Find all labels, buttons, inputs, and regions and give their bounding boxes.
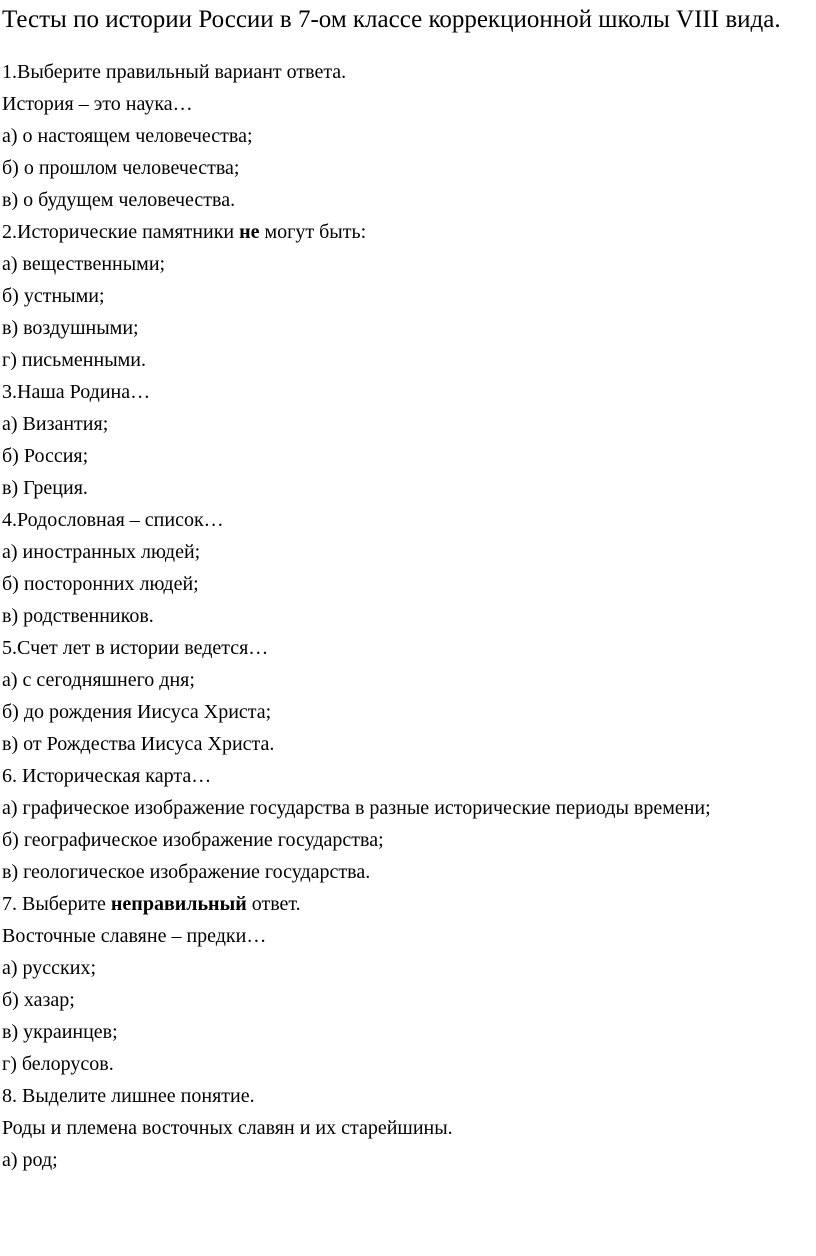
document-line: а) графическое изображение государства в разные исторические периоды времени; (2, 797, 711, 819)
document-line: в) геологическое изображение государства. (2, 861, 371, 883)
document-line: а) с сегодняшнего дня; (2, 669, 195, 691)
document-line: а) о настоящем человечества; (2, 125, 253, 147)
document-line: б) хазар; (2, 989, 75, 1011)
document-line: а) иностранных людей; (2, 541, 201, 563)
document-line: а) русских; (2, 957, 97, 979)
document-line: г) белорусов. (2, 1053, 114, 1075)
line-text: 7. Выберите (2, 893, 111, 915)
document-line: в) от Рождества Иисуса Христа. (2, 733, 275, 755)
document-line: в) родственников. (2, 605, 154, 627)
document-line: История – это наука… (2, 93, 193, 115)
document-line: 5.Счет лет в истории ведется… (2, 637, 269, 659)
document-line: г) письменными. (2, 349, 147, 371)
document-line: 4.Родословная – список… (2, 509, 224, 531)
document-line: б) о прошлом человечества; (2, 157, 240, 179)
document-line: 3.Наша Родина… (2, 381, 151, 403)
document-line: б) Россия; (2, 445, 89, 467)
line-text: 2.Исторические памятники (2, 221, 240, 243)
line-text: ответ. (246, 893, 301, 915)
document-line: б) посторонних людей; (2, 573, 199, 595)
line-text: могут быть: (259, 221, 367, 243)
document-line: в) воздушными; (2, 317, 139, 339)
document-line: 8. Выделите лишнее понятие. (2, 1085, 255, 1107)
document-line: в) о будущем человечества. (2, 189, 236, 211)
document-line: б) устными; (2, 285, 105, 307)
document-line: б) до рождения Иисуса Христа; (2, 701, 272, 723)
document-line: а) род; (2, 1149, 58, 1171)
document-line: в) Греция. (2, 477, 88, 499)
document-line: Восточные славяне – предки… (2, 925, 267, 947)
emphasized-word: неправильный (110, 893, 247, 915)
document-line (2, 888, 796, 920)
document-line: Роды и племена восточных славян и их старейшины. (2, 1117, 453, 1139)
document-line: в) украинцев; (2, 1021, 118, 1043)
document-line: 1.Выберите правильный вариант ответа. (2, 61, 347, 83)
document-line: а) вещественными; (2, 253, 166, 275)
document-line: б) географическое изображение государства; (2, 829, 384, 851)
page-title: Тесты по истории России в 7-ом классе коррекционной школы VIII вида. (2, 6, 781, 33)
emphasized-word: не (239, 221, 260, 243)
document-line (2, 216, 796, 248)
document-line: а) Византия; (2, 413, 109, 435)
document-line: 6. Историческая карта… (2, 765, 212, 787)
document-body (2, 56, 796, 1176)
